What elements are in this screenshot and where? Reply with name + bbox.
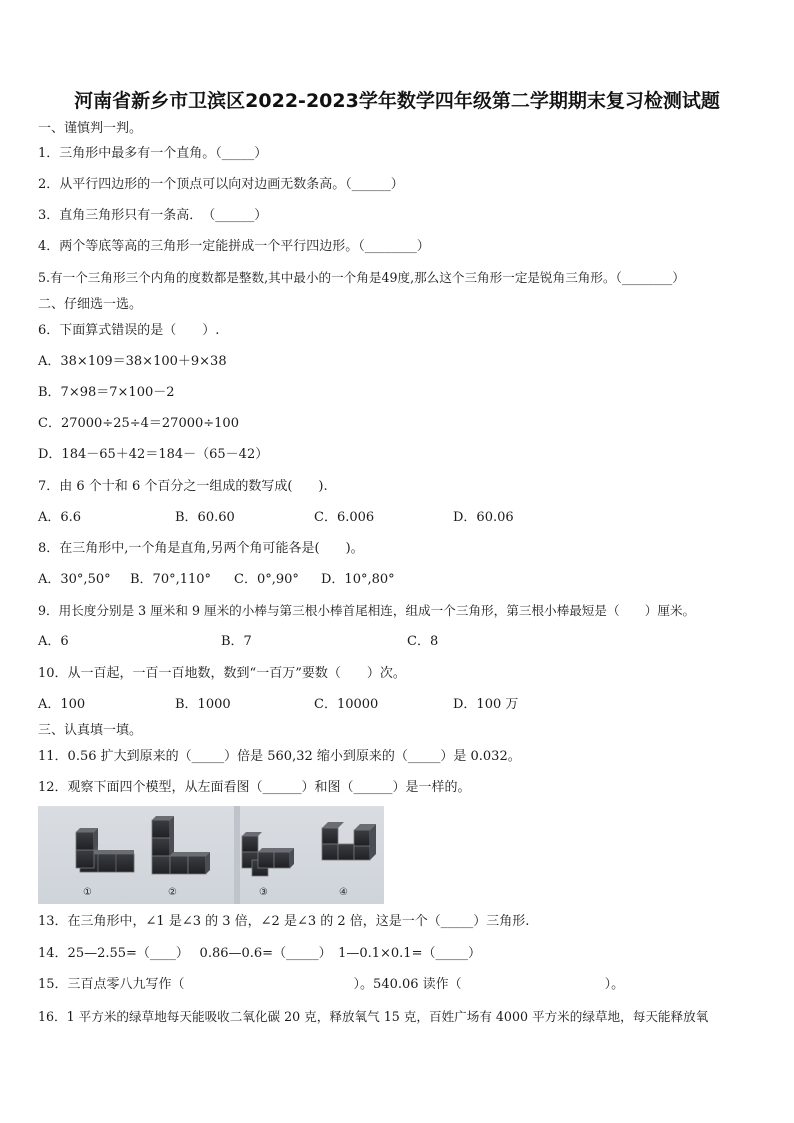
question-16: 16．1 平方米的绿草地每天能吸收二氧化碳 20 克，释放氧气 15 克，百姓广场有 4000 平方米的绿草地，每天能释放氧 <box>38 1009 709 1024</box>
question-10-option-b: B．1000 <box>175 697 231 712</box>
question-10-option-d: D．100 万 <box>453 697 519 712</box>
question-7-option-d: D．60.06 <box>453 510 514 525</box>
question-10-option-c: C．10000 <box>314 697 379 712</box>
question-6-option-b: B．7×98＝7×100－2 <box>38 385 175 400</box>
cube-model-4 <box>322 822 376 860</box>
question-6-option-c: C．27000÷25÷4＝27000÷100 <box>38 416 239 431</box>
question-15: 15．三百点零八九写作（ ）。540.06 读作（ ）。 <box>38 977 625 992</box>
question-8-option-c: C．0°,90° <box>234 572 299 587</box>
question-8-option-d: D．10°,80° <box>321 572 395 587</box>
section-heading-1: 一、谨慎判一判。 <box>38 121 143 136</box>
question-8: 8．在三角形中,一个角是直角,另两个角可能各是( )。 <box>38 541 364 556</box>
cube-model-3 <box>242 832 294 876</box>
cube-model-1 <box>76 828 134 872</box>
figure-label-4: ④ <box>339 887 348 898</box>
question-6: 6．下面算式错误的是（ ）. <box>38 323 220 338</box>
question-7: 7．由 6 个十和 6 个百分之一组成的数写成( ). <box>38 479 328 494</box>
question-2: 2．从平行四边形的一个顶点可以向对边画无数条高。（______） <box>38 177 404 192</box>
question-7-option-c: C．6.006 <box>314 510 375 525</box>
question-11: 11．0.56 扩大到原来的（_____）倍是 560,32 缩小到原来的（_____）是 0.032。 <box>38 749 521 764</box>
section-heading-3: 三、认真填一填。 <box>38 723 143 738</box>
question-6-option-d: D．184－65＋42＝184－（65－42） <box>38 447 269 462</box>
question-10-option-a: A．100 <box>38 697 86 712</box>
question-9-option-c: C．8 <box>407 634 439 649</box>
figure-label-1: ① <box>83 887 92 898</box>
question-9: 9．用长度分别是 3 厘米和 9 厘米的小棒与第三根小棒首尾相连，组成一个三角形，第三根小棒最短是（ ）厘米。 <box>38 603 696 618</box>
question-12: 12．观察下面四个模型，从左面看图（______）和图（______）是一样的。 <box>38 780 471 795</box>
cube-models-figure <box>38 806 384 904</box>
section-heading-2: 二、仔细选一选。 <box>38 297 143 312</box>
question-1: 1．三角形中最多有一个直角。（_____） <box>38 146 268 161</box>
question-9-option-b: B．7 <box>221 634 252 649</box>
figure-label-3: ③ <box>259 887 268 898</box>
question-8-option-a: A．30°,50° <box>38 572 111 587</box>
question-10: 10．从一百起，一百一百地数，数到“一百万”要数（ ）次。 <box>38 666 406 681</box>
question-8-option-b: B．70°,110° <box>130 572 212 587</box>
question-7-option-b: B．60.60 <box>175 510 235 525</box>
figure-label-2: ② <box>168 887 177 898</box>
question-9-option-a: A．6 <box>38 634 69 649</box>
question-4: 4．两个等底等高的三角形一定能拼成一个平行四边形。（________） <box>38 239 430 254</box>
question-13: 13．在三角形中，∠1 是∠3 的 3 倍，∠2 是∠3 的 2 倍，这是一个（_____）三角形. <box>38 914 530 929</box>
question-14: 14．25—2.55=（____） 0.86—0.6=（_____） 1—0.1×0.1=（_____） <box>38 946 481 961</box>
cube-model-2 <box>152 816 210 874</box>
page-title: 河南省新乡市卫滨区2022-2023学年数学四年级第二学期期末复习检测试题 <box>74 90 720 112</box>
question-6-option-a: A．38×109＝38×100＋9×38 <box>38 354 227 369</box>
question-5: 5.有一个三角形三个内角的度数都是整数,其中最小的一个角是49度,那么这个三角形一定是锐角三角形。（________） <box>38 270 685 285</box>
question-7-option-a: A．6.6 <box>38 510 82 525</box>
question-3: 3．直角三角形只有一条高． （______） <box>38 208 268 223</box>
